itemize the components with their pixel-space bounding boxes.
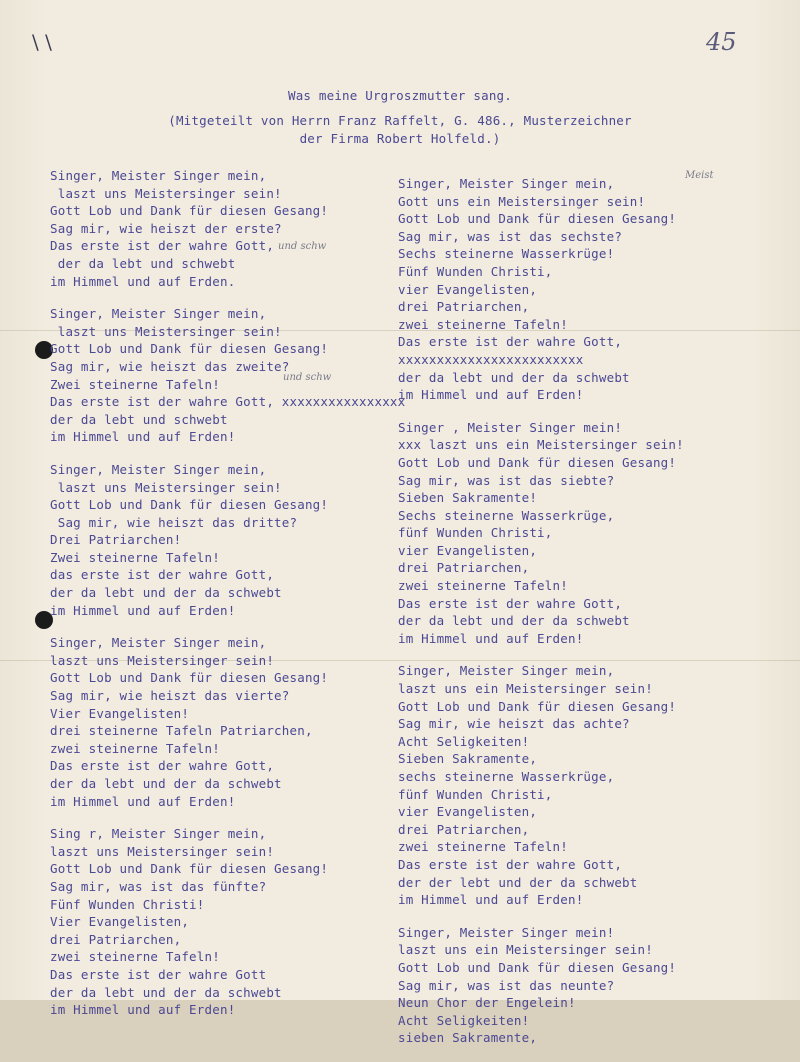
right-text-column: [398, 175, 778, 1062]
stanza-line: Sieben Sakramente,: [398, 751, 538, 767]
stanza: [50, 167, 398, 290]
stanza-line: Singer, Meister Singer mein,: [398, 176, 615, 191]
stanza-line: zwei steinerne Tafeln!: [50, 949, 220, 965]
stanza-line: Zwei steinerne Tafeln!: [50, 376, 220, 392]
stanza-line: Fünf Wunden Christi!: [50, 896, 205, 912]
stanza-line: laszt uns Meistersinger sein!: [50, 323, 282, 339]
stanza-line: Sag mir, was ist das siebte?: [398, 472, 615, 488]
stanza-line: laszt uns Meistersinger sein!: [50, 479, 282, 495]
stanza-line: der da lebt und der da schwebt: [398, 613, 630, 629]
stanza-line: Das erste ist der wahre Gott,: [50, 238, 275, 254]
stanza-line: laszt uns Meistersinger sein!: [50, 843, 275, 859]
stanza-line: fünf Wunden Christi,: [398, 786, 553, 802]
pencil-annotation: Meist: [685, 170, 714, 181]
stanza-line: Gott Lob und Dank für diesen Gesang!: [50, 203, 329, 219]
stanza-line: der der lebt und der da schwebt: [398, 874, 638, 890]
stanza-line: im Himmel und auf Erden!: [50, 429, 236, 445]
stanza-line: Zwei steinerne Tafeln!: [50, 549, 220, 565]
stanza-line: xxxxxxxxxxxxxxxxxxxxxxxx: [398, 351, 584, 367]
stanza-line: Das erste ist der wahre Gott,: [398, 334, 623, 350]
stanza-line: der da lebt und der da schwebt: [50, 776, 282, 791]
stanza-line: im Himmel und auf Erden!: [50, 1002, 236, 1018]
stanza-line: laszt uns Meistersinger sein!: [50, 185, 282, 201]
stanza-line: Sag mir, wie heiszt das zweite?: [50, 358, 290, 374]
stanza-line: Sag mir, wie heiszt das dritte?: [50, 514, 298, 530]
stanza-line: Gott Lob und Dank für diesen Gesang!: [398, 454, 677, 470]
stanza-line: Das erste ist der wahre Gott: [50, 966, 267, 982]
stanza-line: vier Evangelisten,: [398, 804, 538, 820]
stanza-line: im Himmel und auf Erden.: [50, 273, 236, 289]
corner-pencil-mark: \ \: [32, 30, 52, 54]
stanza-line: im Himmel und auf Erden!: [398, 387, 584, 403]
document-subtitle: (Mitgeteilt von Herrn Franz Raffelt, G. 486., Musterzeichner der Firma Robert Holfeld.): [168, 113, 632, 146]
stanza-line: im Himmel und auf Erden!: [398, 892, 584, 908]
stanza-line: Sag mir, wie heiszt das vierte?: [50, 688, 290, 704]
stanza-line: Vier Evangelisten!: [50, 705, 190, 721]
stanza-line: laszt uns ein Meistersinger sein!: [398, 681, 653, 697]
stanza-line: im Himmel und auf Erden!: [50, 602, 236, 618]
stanza-line: Sag mir, was ist das fünfte?: [50, 878, 267, 894]
stanza-line: das erste ist der wahre Gott,: [50, 567, 275, 583]
stanza-line: Neun Chor der Engelein!: [398, 995, 576, 1011]
stanza-line: Sag mir, was ist das sechste?: [398, 228, 623, 244]
document-title: Was meine Urgroszmutter sang.: [287, 88, 513, 103]
stanza-line: Drei Patriarchen!: [50, 532, 182, 548]
stanza-line: fünf Wunden Christi,: [398, 525, 553, 541]
stanza-line: Singer , Meister Singer mein!: [398, 419, 623, 435]
stanza-line: zwei steinerne Tafeln!: [398, 839, 568, 855]
stanza-line: Gott uns ein Meistersinger sein!: [398, 193, 646, 209]
stanza: [50, 825, 398, 1019]
stanza: [398, 175, 778, 404]
stanza-line: sechs steinerne Wasserkrüge,: [398, 769, 615, 784]
stanza-line: drei Patriarchen,: [398, 560, 530, 576]
stanza: [398, 419, 778, 648]
stanza-line: sieben Sakramente,: [398, 1030, 538, 1046]
stanza-line: Fünf Wunden Christi,: [398, 263, 553, 279]
stanza-line: Sag mir, was ist das neunte?: [398, 977, 615, 993]
stanza: [398, 924, 778, 1047]
stanza-line: Gott Lob und Dank für diesen Gesang!: [50, 341, 329, 357]
stanza-line: Singer, Meister Singer mein,: [50, 461, 267, 477]
stanza-line: Singer, Meister Singer mein,: [50, 635, 267, 651]
stanza-line: Sechs steinerne Wasserkrüge!: [398, 246, 615, 262]
stanza-line: im Himmel und auf Erden!: [398, 630, 584, 646]
stanza-line: Gott Lob und Dank für diesen Gesang!: [398, 959, 677, 975]
stanza-line: Sieben Sakramente!: [398, 490, 538, 506]
stanza-line: Vier Evangelisten,: [50, 914, 190, 930]
stanza-line: Singer, Meister Singer mein,: [50, 168, 267, 183]
stanza-line: im Himmel und auf Erden!: [50, 793, 236, 809]
stanza-line: vier Evangelisten,: [398, 542, 538, 558]
stanza: [50, 634, 398, 810]
stanza-line: der da lebt und der da schwebt: [50, 585, 282, 601]
pencil-annotation: und schw: [278, 241, 327, 252]
stanza-line: Sag mir, wie heiszt das achte?: [398, 716, 630, 732]
stanza-line: Gott Lob und Dank für diesen Gesang!: [50, 497, 329, 513]
stanza-line: Das erste ist der wahre Gott,: [398, 595, 623, 611]
stanza-line: drei Patriarchen,: [398, 821, 530, 837]
stanza-line: drei Patriarchen,: [50, 931, 182, 947]
stanza-line: drei steinerne Tafeln Patriarchen,: [50, 723, 313, 739]
stanza: [398, 662, 778, 908]
stanza: [50, 461, 398, 619]
left-text-column: [50, 167, 406, 1034]
stanza-line: der da lebt und schwebt: [50, 255, 236, 271]
stanza-line: Sechs steinerne Wasserkrüge,: [398, 507, 615, 523]
stanza-line: Das erste ist der wahre Gott, xxxxxxxxxxxxxxxx: [50, 394, 406, 410]
stanza-line: Singer, Meister Singer mein,: [50, 306, 267, 322]
stanza-line: Gott Lob und Dank für diesen Gesang!: [50, 861, 329, 877]
stanza-line: Gott Lob und Dank für diesen Gesang!: [398, 698, 677, 714]
stanza-line: Das erste ist der wahre Gott,: [398, 856, 623, 872]
stanza-line: Sag mir, wie heiszt der erste?: [50, 220, 282, 236]
stanza-line: Singer, Meister Singer mein,: [398, 663, 615, 679]
stanza-line: zwei steinerne Tafeln!: [50, 740, 220, 756]
stanza: [50, 305, 406, 446]
stanza-line: Acht Seligkeiten!: [398, 1012, 530, 1028]
page-number: 45: [706, 28, 737, 56]
stanza-line: Gott Lob und Dank für diesen Gesang!: [50, 670, 329, 686]
stanza-line: vier Evangelisten,: [398, 281, 538, 297]
stanza-line: zwei steinerne Tafeln!: [398, 316, 568, 332]
stanza-line: der da lebt und schwebt: [50, 411, 228, 427]
stanza-line: laszt uns Meistersinger sein!: [50, 652, 275, 668]
stanza-line: der da lebt und der da schwebt: [398, 369, 630, 385]
stanza-line: laszt uns ein Meistersinger sein!: [398, 942, 653, 958]
stanza-line: der da lebt und der da schwebt: [50, 984, 282, 1000]
stanza-line: Acht Seligkeiten!: [398, 733, 530, 749]
stanza-line: Gott Lob und Dank für diesen Gesang!: [398, 211, 677, 227]
pencil-annotation: und schw: [283, 372, 332, 383]
stanza-line: drei Patriarchen,: [398, 299, 530, 315]
stanza-line: xxx laszt uns ein Meistersinger sein!: [398, 437, 684, 453]
stanza-line: Sing r, Meister Singer mein,: [50, 826, 267, 842]
stanza-line: zwei steinerne Tafeln!: [398, 578, 568, 594]
stanza-line: Singer, Meister Singer mein!: [398, 924, 615, 940]
stanza-line: Das erste ist der wahre Gott,: [50, 758, 275, 774]
